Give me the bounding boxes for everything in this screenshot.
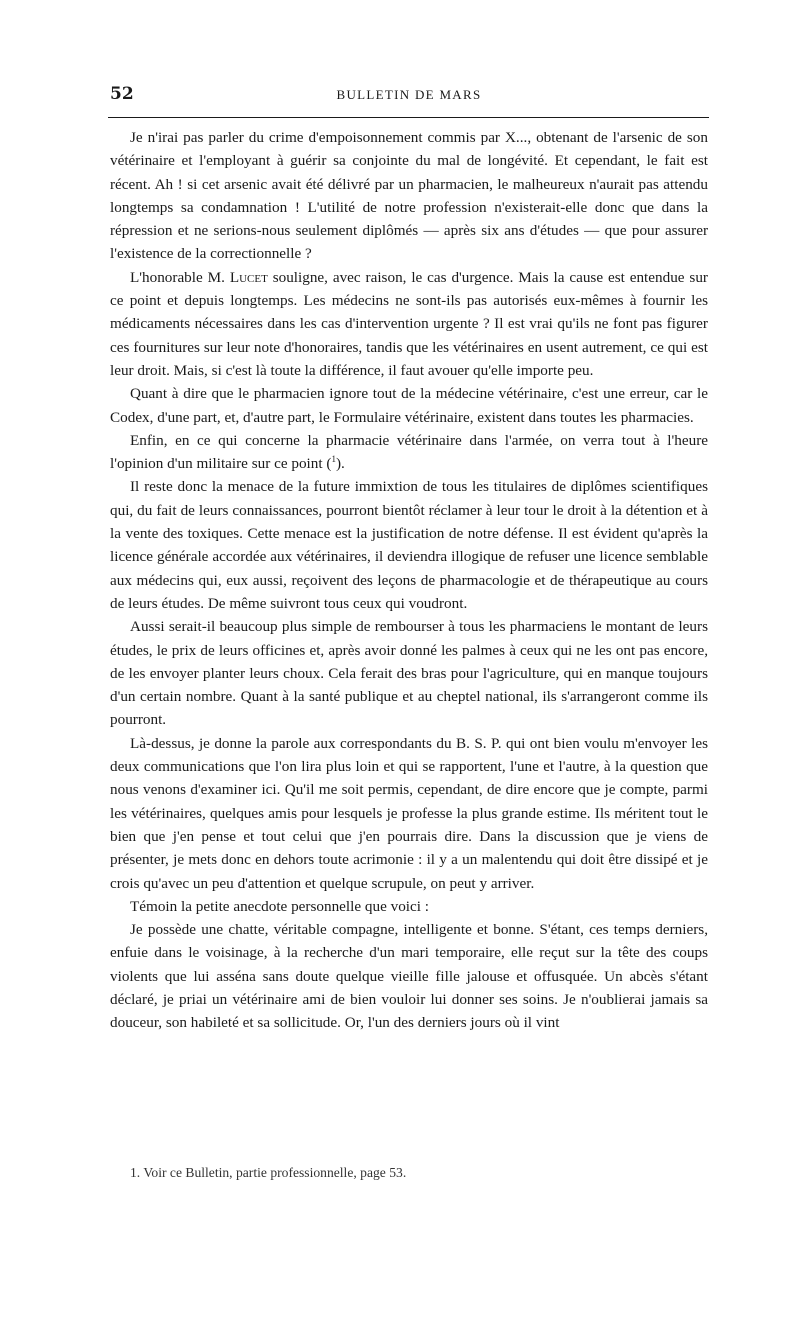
paragraph-3: Quant à dire que le pharmacien ignore tout de la médecine vétérinaire, c'est une erreur, car le Codex, d'une part, et, d'autre part, le Formulaire vétérinaire, existent dans toutes les pharmacies. [110,385,708,426]
paragraph-6: Aussi serait-il beaucoup plus simple de rembourser à tous les pharmaciens le montant de leurs études, le prix de leurs officines et, après avoir donné les palmes à ceux qui ne les ont pas encore, de les envoyer planter leurs choux. Cela ferait des bras pour l'agriculture, qui en manque toujours d'un certain nombre. Quant à la santé publique et au cheptel national, ils s'arrangeront comme ils pourront. [110,618,708,729]
paragraph-7: Là-dessus, je donne la parole aux correspondants du B. S. P. qui ont bien voulu m'envoyer les deux communications que l'on lira plus loin et qui se rapportent, l'une et l'autre, à la question que nous venons d'examiner ici. Qu'il me soit permis, cependant, de dire encore que je compte, parmi les vétérinaires, quelques amis pour lesquels je professe la plus grande estime. Ils méritent tout le bien que j'en pense et tout celui que j'en pourrais dire. Dans la discussion que je viens de présenter, je mets donc en dehors toute acrimonie : il y a un malentendu qui doit être dissipé et je crois qu'avec un peu d'attention et quelque scrupule, on peut y arriver. [110,734,708,892]
paragraph-9: Je possède une chatte, véritable compagne, intelligente et bonne. S'étant, ces temps derniers, enfuie dans le voisinage, à la recherche d'un mari temporaire, elle reçut sur la tête des coups violents que lui asséna sans doute quelque vieille fille jalouse et offusquée. Un abcès s'étant déclaré, je priai un vétérinaire ami de bien vouloir lui donner ses soins. Je n'oublierai jamais sa douceur, son habileté et sa sollicitude. Or, l'un des derniers jours où il vint [110,921,708,1032]
paragraph-4-end: ). [335,455,345,473]
footnote-reference: 1 [331,454,336,465]
paragraph-8: Témoin la petite anecdote personnelle que voici : [130,897,429,915]
page-header [110,84,708,108]
paragraph-4 [110,429,708,476]
body-text [110,126,708,1035]
page-number: 52 [110,84,134,104]
paragraph-2 [110,266,708,382]
author-name: Lucet [229,268,268,286]
footnote: 1. Voir ce Bulletin, partie professionnelle, page 53. [130,1165,407,1180]
paragraph-1: Je n'irai pas parler du crime d'empoisonnement commis par X..., obtenant de l'arsenic de son vétérinaire et l'employant à guérir sa conjointe du mal de longévité. Et cependant, le fait est récent. Ah ! si cet arsenic avait été délivré par un pharmacien, le malheureux n'aurait pas attendu longtemps sa condamnation ! L'utilité de notre profession n'existerait-elle donc que dans la répression et ne serions-nous seulement diplômés — après six ans d'études — que pour assurer l'existence de la correctionnelle ? [110,129,708,263]
paragraph-2-rest: souligne, avec raison, le cas d'urgence. Mais la cause est entendue sur ce point et depuis longtemps. Les médecins ne sont-ils pas autorisés eux-mêmes à fournir les médicaments nécessaires dans les cas d'intervention urgente ? Il est vrai qu'ils ne font pas figurer ces fournitures sur leur note d'honoraires, tandis que les vétérinaires en usent autrement, ce qui est leur droit. Mais, si c'est là toute la différence, il faut avouer qu'elle importe peu. [110,268,708,379]
paragraph-4-start: Enfin, en ce qui concerne la pharmacie vétérinaire dans l'armée, on verra tout à l'heure l'opinion d'un militaire sur ce point ( [110,431,708,473]
paragraph-5: Il reste donc la menace de la future immixtion de tous les titulaires de diplômes scientifiques qui, du fait de leurs connaissances, pourront bientôt réclamer à leur tour le droit à la détention et à la vente des toxiques. Cette menace est la justification de notre défense. Il est évident qu'après la licence générale accordée aux vétérinaires, il deviendra illogique de refuser une licence semblable aux médecins qui, eux aussi, reçoivent des leçons de pharmacologie et de thérapeutique au cours de leurs études. De même suivront tous ceux qui voudront. [110,478,708,612]
running-title: BULLETIN DE MARS [336,87,482,102]
header-rule [108,117,709,118]
paragraph-2-start: L'honorable M. [130,268,230,286]
